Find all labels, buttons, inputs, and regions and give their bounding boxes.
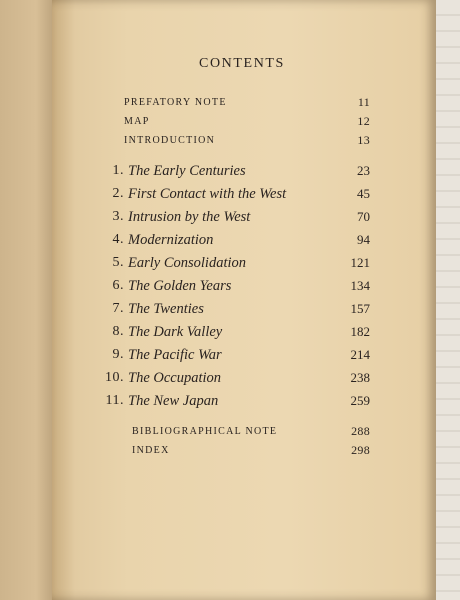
- back-matter-list: [52, 424, 436, 462]
- entry-page: 288: [351, 424, 370, 438]
- chapter-entry: [52, 186, 436, 209]
- front-matter-list: [52, 95, 436, 152]
- chapter-entry: [52, 209, 436, 232]
- entry-label: MAP: [124, 116, 150, 127]
- chapter-number: 11.: [105, 393, 124, 408]
- chapter-title: The Early Centuries: [128, 163, 246, 179]
- chapter-number: 8.: [112, 324, 124, 339]
- toc-entry-bibliographical-note: [52, 424, 436, 443]
- chapter-number: 3.: [112, 209, 124, 224]
- toc-entry-prefatory-note: [52, 95, 436, 114]
- chapter-number: 9.: [112, 347, 124, 362]
- chapter-number: 6.: [112, 278, 124, 293]
- background-surface: [434, 0, 460, 600]
- toc-entry-map: [52, 114, 436, 133]
- entry-label: BIBLIOGRAPHICAL NOTE: [132, 426, 278, 437]
- left-page-edge: [0, 0, 60, 600]
- chapter-title: The Occupation: [128, 370, 222, 386]
- entry-page: 11: [357, 95, 370, 109]
- entry-page: 13: [357, 133, 370, 147]
- chapter-entry: [52, 255, 436, 278]
- chapter-number: 4.: [112, 232, 124, 247]
- chapter-entry: [52, 347, 436, 370]
- chapter-page: 259: [350, 393, 370, 408]
- chapter-number: 7.: [112, 301, 124, 316]
- chapter-title: The Twenties: [128, 301, 204, 317]
- chapter-page: 121: [350, 255, 370, 270]
- chapter-entry: [52, 301, 436, 324]
- chapter-page: 23: [357, 163, 370, 178]
- chapter-number: 1.: [112, 163, 124, 178]
- chapter-page: 94: [357, 232, 370, 247]
- chapter-title: First Contact with the West: [128, 186, 287, 202]
- chapter-number: 2.: [112, 186, 124, 201]
- page-title: CONTENTS: [199, 56, 285, 71]
- chapter-title: The Dark Valley: [128, 324, 223, 340]
- entry-label: PREFATORY NOTE: [124, 97, 227, 108]
- chapter-number: 5.: [112, 255, 124, 270]
- chapter-entry: [52, 370, 436, 393]
- chapter-title: Modernization: [128, 232, 214, 248]
- chapter-page: 134: [350, 278, 370, 293]
- chapter-entry: [52, 163, 436, 186]
- entry-page: 12: [357, 114, 370, 128]
- entry-page: 298: [351, 443, 370, 457]
- chapter-entry: [52, 324, 436, 347]
- chapter-list: [52, 163, 436, 416]
- chapter-title: The Pacific War: [128, 347, 222, 363]
- chapter-entry: [52, 393, 436, 416]
- toc-entry-introduction: [52, 133, 436, 152]
- chapter-page: 182: [350, 324, 370, 339]
- chapter-entry: [52, 232, 436, 255]
- chapter-page: 157: [350, 301, 370, 316]
- chapter-page: 45: [357, 186, 370, 201]
- entry-label: INTRODUCTION: [124, 135, 216, 146]
- chapter-page: 238: [350, 370, 370, 385]
- entry-label: INDEX: [132, 445, 170, 456]
- chapter-entry: [52, 278, 436, 301]
- chapter-title: The Golden Years: [128, 278, 232, 294]
- chapter-page: 70: [357, 209, 370, 224]
- toc-entry-index: [52, 443, 436, 462]
- chapter-page: 214: [350, 347, 370, 362]
- chapter-title: Early Consolidation: [128, 255, 247, 271]
- book-page: [52, 0, 436, 600]
- chapter-title: The New Japan: [128, 393, 219, 409]
- chapter-title: Intrusion by the West: [128, 209, 251, 225]
- chapter-number: 10.: [105, 370, 124, 385]
